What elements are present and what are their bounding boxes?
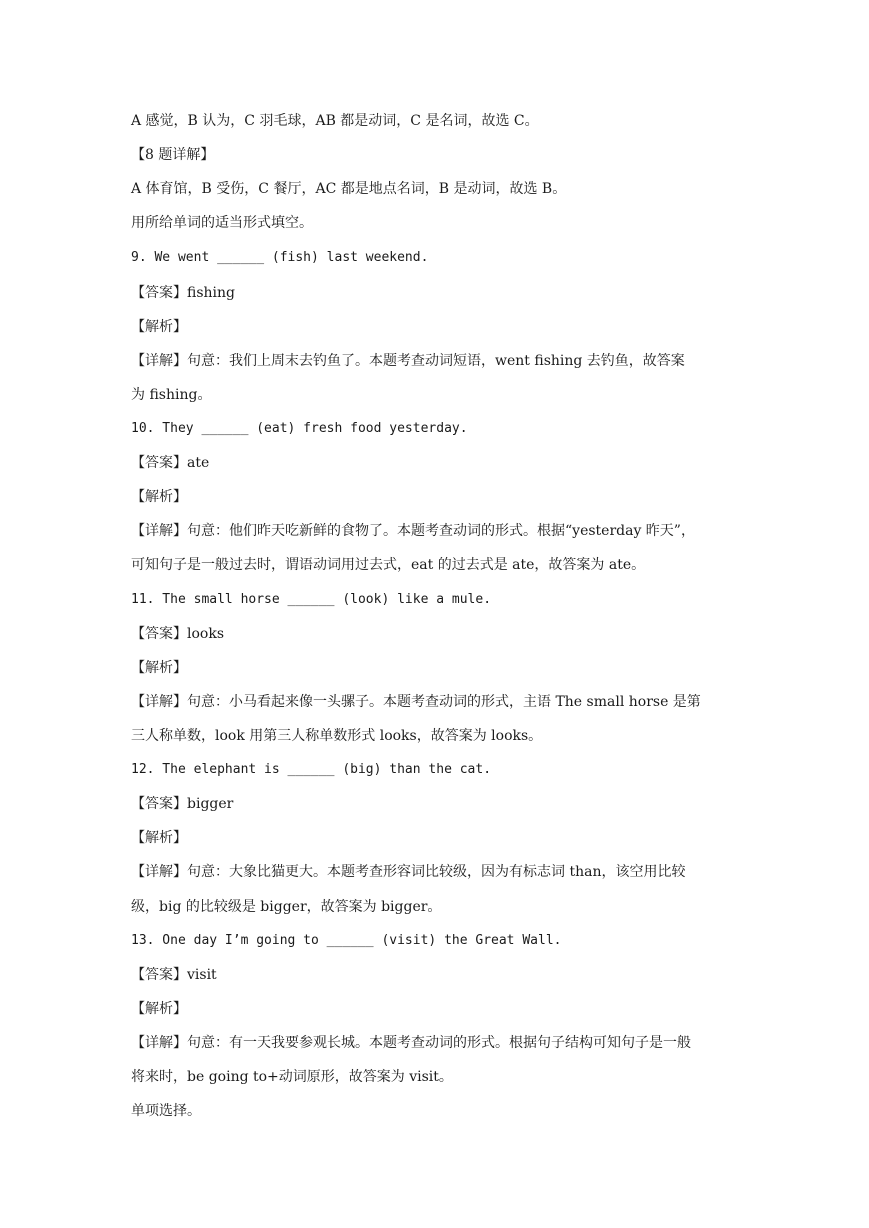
answer-10: 【答案】ate [131, 455, 210, 471]
detail-13-line-1: 【详解】句意：有一天我要参观长城。本题考查动词的形式。根据句子结构可知句子是一般 [131, 1035, 691, 1051]
detail-13-line-2: 将来时，be going to+动词原形，故答案为 visit。 [131, 1069, 453, 1085]
detail-9-line-1: 【详解】句意：我们上周末去钓鱼了。本题考查动词短语，went fishing 去钓鱼，故答案 [131, 353, 685, 369]
answer-11: 【答案】looks [131, 626, 225, 642]
detail-10-line-2: 可知句子是一般过去时，谓语动词用过去式，eat 的过去式是 ate，故答案为 ate。 [131, 557, 646, 573]
detail-12-line-2: 级，big 的比较级是 bigger，故答案为 bigger。 [131, 899, 442, 915]
detail-11-line-2: 三人称单数，look 用第三人称单数形式 looks，故答案为 looks。 [131, 728, 543, 744]
section-instruction-single-choice: 单项选择。 [131, 1103, 201, 1119]
detail-11-line-1: 【详解】句意：小马看起来像一头骡子。本题考查动词的形式，主语 The small horse 是第 [131, 694, 701, 710]
section-instruction-fill-in: 用所给单词的适当形式填空。 [131, 215, 313, 231]
question-8-detail-heading: 【8 题详解】 [131, 147, 215, 163]
detail-10-line-1: 【详解】句意：他们昨天吃新鲜的食物了。本题考查动词的形式。根据“yesterday 昨天”， [131, 523, 695, 539]
analysis-13-heading: 【解析】 [131, 1001, 187, 1017]
detail-9-line-2: 为 fishing。 [131, 387, 212, 403]
question-10: 10. They ______ (eat) fresh food yesterday. [131, 421, 468, 436]
question-11: 11. The small horse ______ (look) like a mule. [131, 592, 492, 607]
analysis-9-heading: 【解析】 [131, 319, 187, 335]
question-12: 12. The elephant is ______ (big) than the cat. [131, 762, 492, 777]
analysis-12-heading: 【解析】 [131, 830, 187, 846]
answer-12: 【答案】bigger [131, 796, 234, 812]
analysis-11-heading: 【解析】 [131, 660, 187, 676]
question-9: 9. We went ______ (fish) last weekend. [131, 250, 429, 265]
analysis-10-heading: 【解析】 [131, 489, 187, 505]
explanation-7-text: A 感觉，B 认为，C 羽毛球，AB 都是动词，C 是名词，故选 C。 [131, 113, 539, 129]
question-13: 13. One day I’m going to ______ (visit) the Great Wall. [131, 933, 562, 948]
answer-13: 【答案】visit [131, 967, 217, 983]
detail-12-line-1: 【详解】句意：大象比猫更大。本题考查形容词比较级，因为有标志词 than，该空用比较 [131, 864, 686, 880]
explanation-8-text: A 体育馆，B 受伤，C 餐厅，AC 都是地点名词，B 是动词，故选 B。 [131, 181, 567, 197]
answer-9: 【答案】fishing [131, 285, 235, 301]
